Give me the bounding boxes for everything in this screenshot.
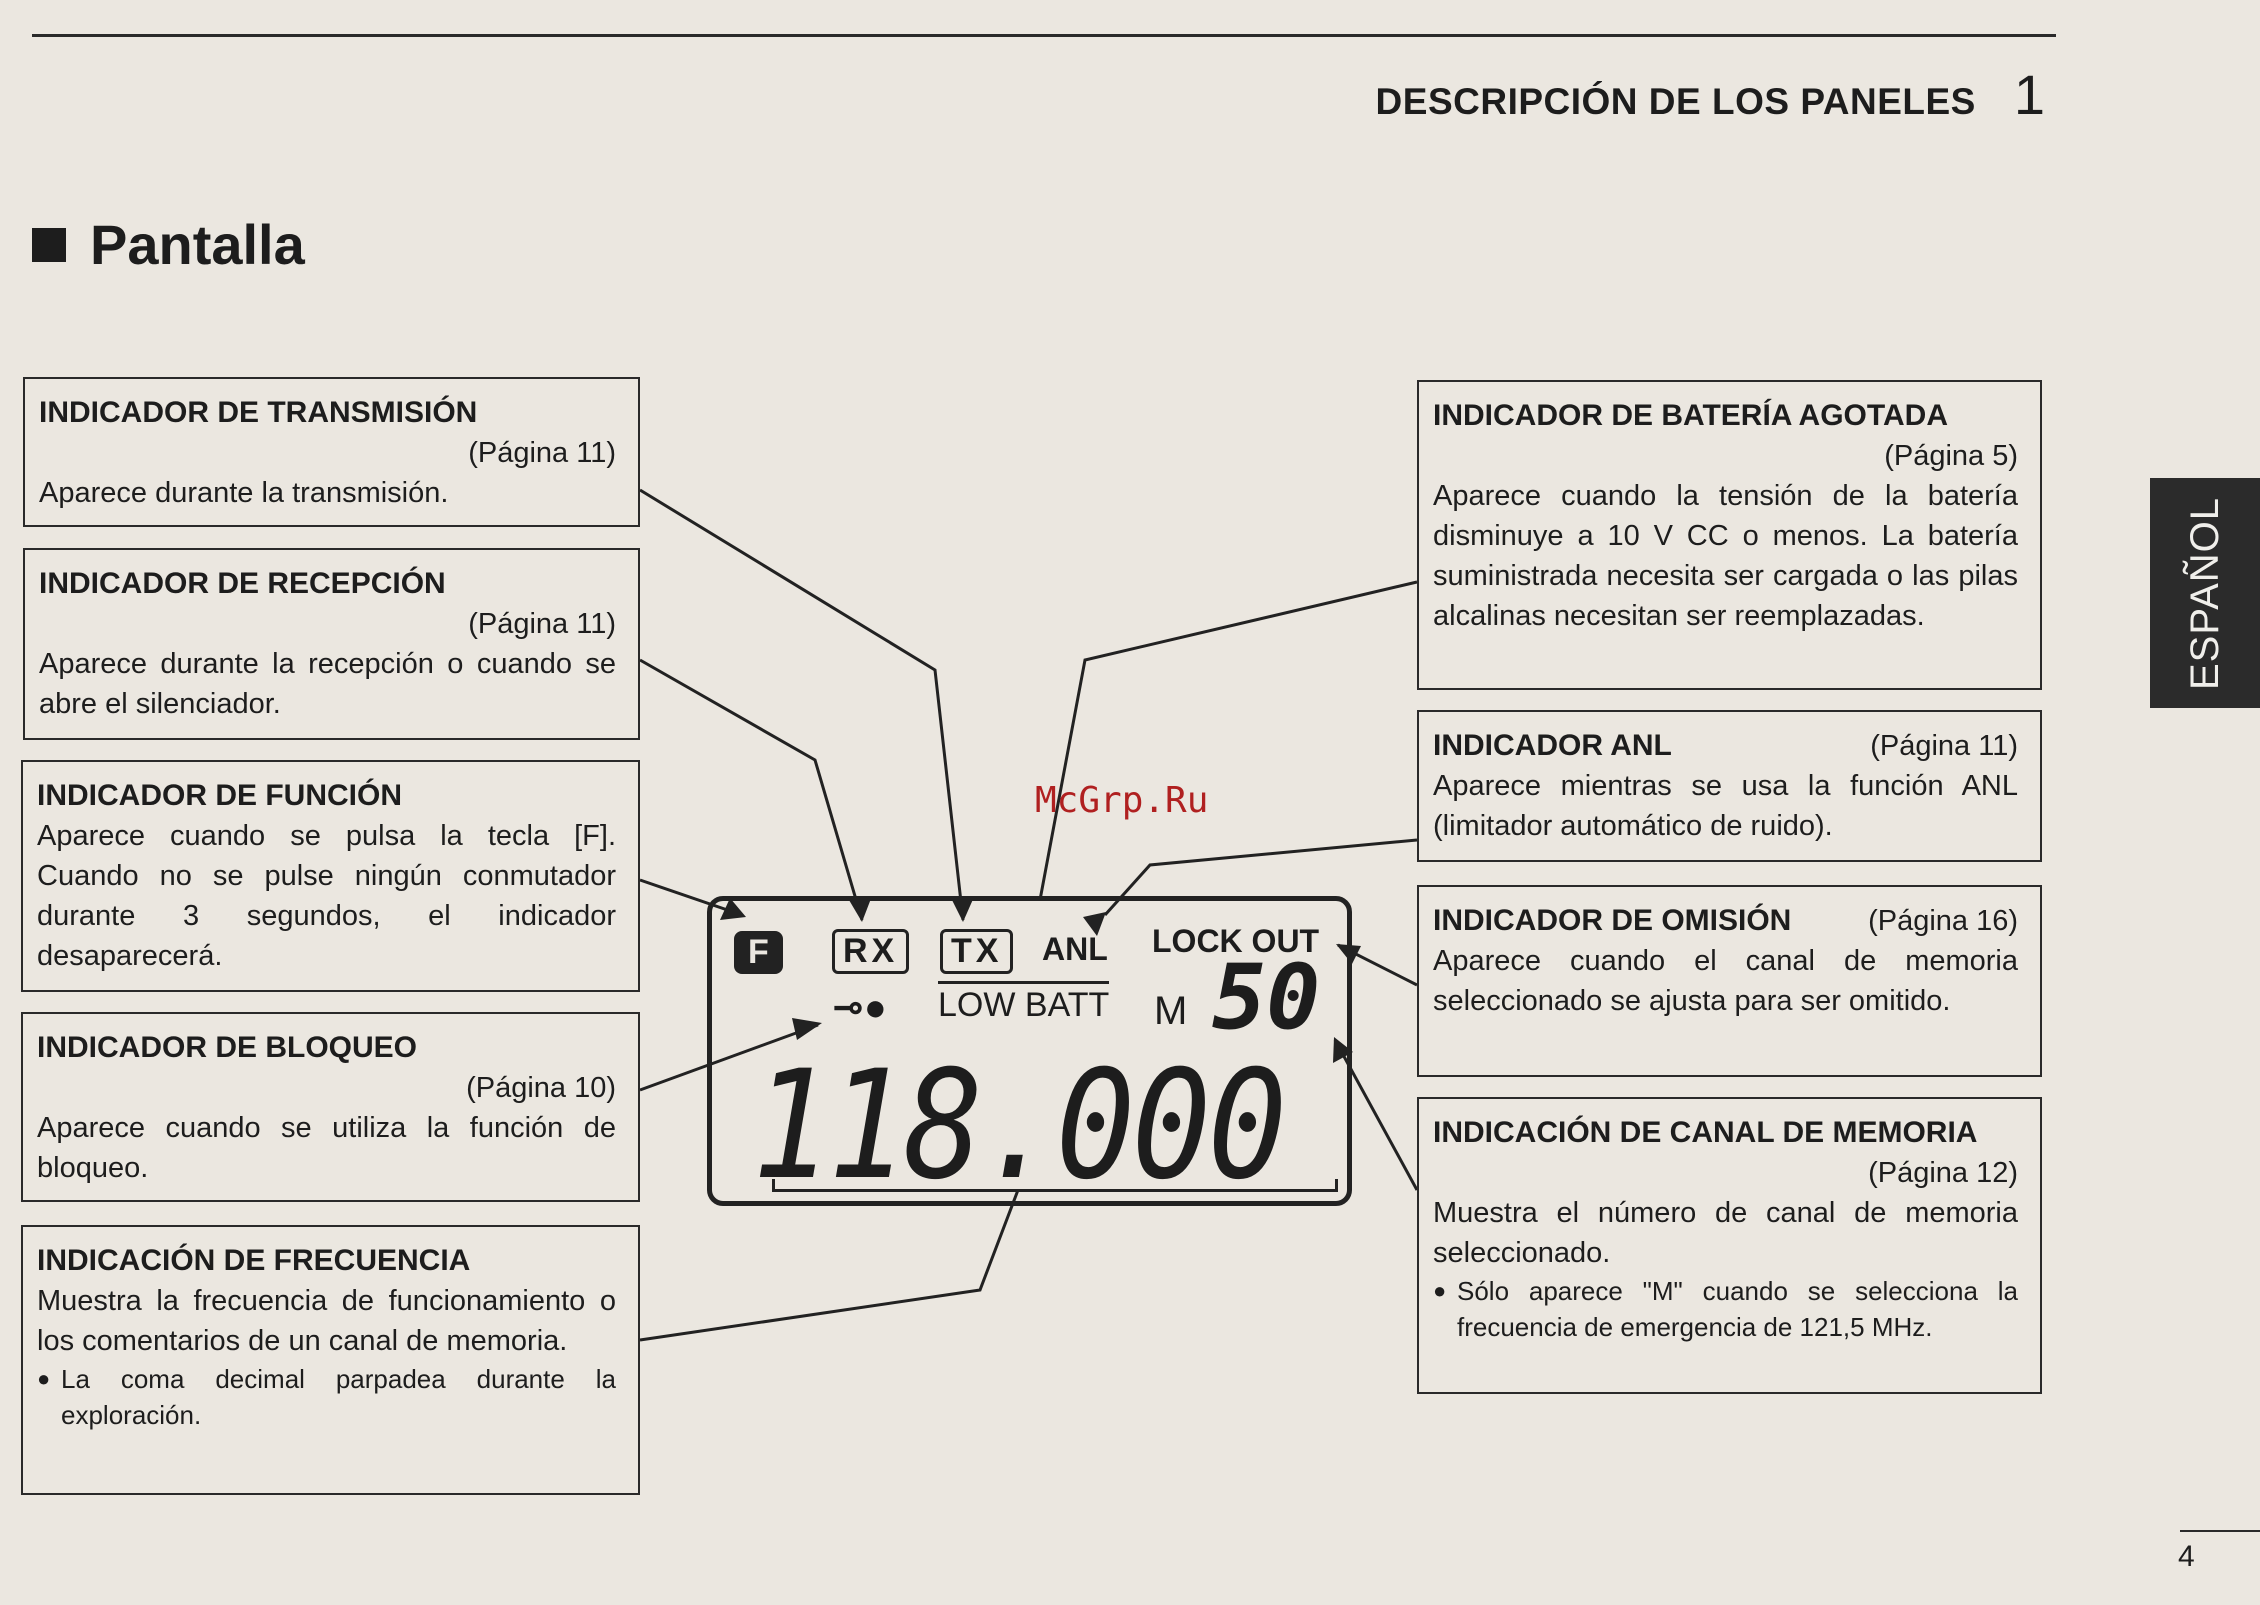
func-title: INDICADOR DE FUNCIÓN <box>37 779 402 812</box>
channel-number: 50 <box>1212 945 1321 1050</box>
batt-desc: Aparece cuando la tensión de la batería disminuye a 10 V CC o menos. La batería suministrada necesita ser cargada o las pilas alcalinas necesitan ser reemplazadas. <box>1433 480 2018 632</box>
skip-header-row <box>1433 901 2018 941</box>
frequency-indicator-box <box>21 1225 640 1495</box>
mem-page: (Página 12) <box>1868 1157 2018 1189</box>
page-number-rule <box>2180 1530 2260 1532</box>
anl-desc: Aparece mientras se usa la función ANL (limitador automático de ruido). <box>1433 770 2018 842</box>
lcd-display <box>707 896 1352 1213</box>
frequency-readout: 118.000 <box>752 1039 1284 1213</box>
page-number: 4 <box>2178 1540 2195 1573</box>
batt-page: (Página 5) <box>1884 440 2018 472</box>
anl-title: INDICADOR ANL <box>1433 729 1672 762</box>
anl-header-row <box>1433 726 2018 766</box>
func-desc: Aparece cuando se pulsa la tecla [F]. Cuando no se pulse ningún conmutador durante 3 segundos, el indicador desaparecerá. <box>37 820 616 972</box>
rx-desc: Aparece durante la recepción o cuando se abre el silenciador. <box>39 648 616 720</box>
mem-desc: Muestra el número de canal de memoria seleccionado. <box>1433 1197 2018 1269</box>
tx-indicator-box <box>23 377 640 527</box>
lock-out-indicator: LOCK OUT <box>1152 923 1320 959</box>
lock-indicator-box <box>21 1012 640 1202</box>
chapter-number: 1 <box>2013 63 2045 126</box>
anl-indicator: ANL <box>1042 931 1108 967</box>
tx-desc: Aparece durante la transmisión. <box>39 477 449 509</box>
bullet-icon: ● <box>37 1366 51 1391</box>
m-indicator: M <box>1154 989 1188 1033</box>
rx-indicator-box <box>23 548 640 740</box>
battery-indicator-box <box>1417 380 2042 690</box>
f-indicator: F <box>734 931 783 974</box>
tx-title: INDICADOR DE TRANSMISIÓN <box>39 396 478 429</box>
header-title: DESCRIPCIÓN DE LOS PANELES <box>1375 81 1976 122</box>
frequency-bracket <box>772 1179 1338 1192</box>
lock-page: (Página 10) <box>466 1072 616 1104</box>
lock-desc: Aparece cuando se utiliza la función de bloqueo. <box>37 1112 616 1184</box>
key-icon: ⊸● <box>832 987 887 1029</box>
batt-title: INDICADOR DE BATERÍA AGOTADA <box>1433 399 1948 432</box>
tx-page: (Página 11) <box>468 437 616 469</box>
mem-title: INDICACIÓN DE CANAL DE MEMORIA <box>1433 1116 1978 1149</box>
low-batt-indicator: LOW BATT <box>938 981 1109 1025</box>
freq-bullet-text: La coma decimal parpadea durante la exploración. <box>61 1364 616 1430</box>
section-title: Pantalla <box>90 213 305 276</box>
skip-page: (Página 16) <box>1868 905 2018 937</box>
language-tab-label: ESPAÑOL <box>2182 496 2227 690</box>
tx-indicator: TX <box>940 929 1013 974</box>
bullet-icon: ● <box>1433 1278 1447 1303</box>
skip-title: INDICADOR DE OMISIÓN <box>1433 904 1792 937</box>
rx-page: (Página 11) <box>468 608 616 640</box>
freq-bullet <box>37 1361 616 1433</box>
rx-title: INDICADOR DE RECEPCIÓN <box>39 567 446 600</box>
freq-desc: Muestra la frecuencia de funcionamiento o los comentarios de un canal de memoria. <box>37 1285 616 1357</box>
anl-indicator-box <box>1417 710 2042 862</box>
watermark: McGrp.Ru <box>1035 780 1209 821</box>
freq-title: INDICACIÓN DE FRECUENCIA <box>37 1244 471 1277</box>
function-indicator-box <box>21 760 640 992</box>
rx-indicator: RX <box>832 929 909 974</box>
mem-bullet-text: Sólo aparece "M" cuando se selecciona la frecuencia de emergencia de 121,5 MHz. <box>1457 1276 2018 1342</box>
mem-bullet <box>1433 1273 2018 1345</box>
skip-desc: Aparece cuando el canal de memoria seleccionado se ajusta para ser omitido. <box>1433 945 2018 1017</box>
memory-channel-box <box>1417 1097 2042 1394</box>
lock-title: INDICADOR DE BLOQUEO <box>37 1031 418 1064</box>
skip-indicator-box <box>1417 885 2042 1077</box>
anl-page: (Página 11) <box>1870 730 2018 762</box>
